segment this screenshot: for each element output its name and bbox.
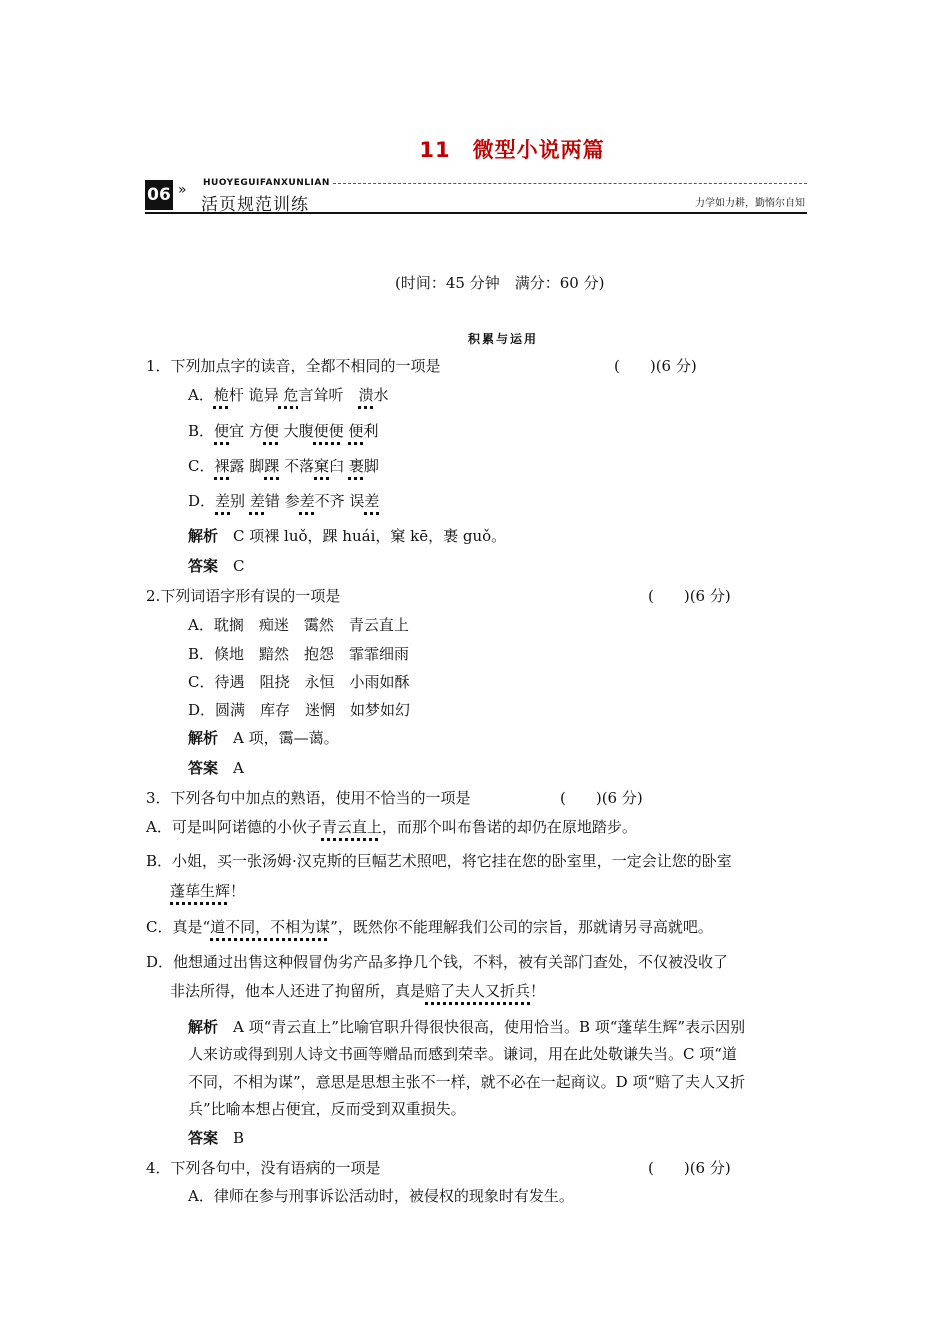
time-score-info: (时间：45 分钟 满分：60 分) [395, 274, 605, 292]
q2-answer: 答案 A [188, 759, 244, 777]
q1-option-d: D．差别 差错 参差不齐 误差 [188, 492, 380, 510]
q3-analysis-line4: 兵”比喻本想占便宜，反而受到双重损失。 [188, 1100, 466, 1118]
q3-answer: 答案 B [188, 1129, 245, 1147]
q1-analysis: 解析 C 项裸 luǒ，踝 huái，窠 kē，裹 guǒ。 [188, 527, 507, 545]
q2-analysis: 解析 A 项，霭—蔼。 [188, 729, 339, 747]
q3-stem: 3．下列各句中加点的熟语，使用不恰当的一项是 [146, 789, 471, 807]
q3-option-a: A．可是叫阿诺德的小伙子青云直上，而那个叫布鲁诺的却仍在原地踏步。 [146, 818, 637, 836]
q1-option-b: B．便宜 方便 大腹便便 便利 [188, 422, 379, 440]
q4-option-a: A．律师在参与刑事诉讼活动时，被侵权的现象时有发生。 [188, 1187, 574, 1205]
q1-answer: 答案 C [188, 557, 245, 575]
section-heading: 积累与运用 [468, 332, 539, 346]
q3-option-d-line2: 非法所得，他本人还进了拘留所，真是赔了夫人又折兵！ [170, 982, 546, 1000]
section-banner [145, 176, 807, 214]
q3-score: ( )(6 分) [560, 789, 643, 807]
q3-analysis-line3: 不同，不相为谋”，意思是思想主张不一样，就不必在一起商议。D 项“赔了夫人又折 [188, 1073, 746, 1091]
q3-option-d-line1: D．他想通过出售这种假冒伪劣产品多挣几个钱，不料，被有关部门查处，不仅被没收了 [146, 953, 729, 971]
q2-option-d: D．圆满 库存 迷惘 如梦如幻 [188, 701, 411, 719]
q2-score: ( )(6 分) [648, 587, 731, 605]
q2-stem: 2.下列词语字形有误的一项是 [146, 587, 341, 605]
page-title: 11 微型小说两篇 [419, 138, 605, 162]
q1-score: ( )(6 分) [614, 357, 697, 375]
q2-option-a: A．耽搁 痴迷 霭然 青云直上 [188, 616, 409, 634]
q2-option-b: B．倏地 黯然 抱怨 霏霏细雨 [188, 645, 410, 663]
q3-option-b-line2: 蓬荜生辉！ [170, 882, 246, 900]
q4-score: ( )(6 分) [648, 1159, 731, 1177]
q3-analysis-line2: 人来访或得到别人诗文书画等赠品而感到荣幸。谦词，用在此处敬谦失当。C 项“道 [188, 1045, 737, 1063]
q3-analysis-line1: 解析 A 项“青云直上”比喻官职升得很快很高，使用恰当。B 项“蓬荜生辉”表示因别 [188, 1018, 746, 1036]
banner-dashed-line [333, 183, 807, 184]
banner-pinyin: HUOYEGUIFANXUNLIAN [203, 178, 330, 188]
q1-option-c: C．裸露 脚踝 不落窠臼 裹脚 [188, 457, 379, 475]
banner-rule [145, 212, 807, 214]
q1-option-a: A．桅杆 诡异 危言耸听 溃水 [188, 386, 389, 404]
banner-motto: 力学如力耕，勤惰尔自知 [695, 198, 805, 209]
q1-stem: 1．下列加点字的读音，全都不相同的一项是 [146, 357, 441, 375]
banner-name: 活页规范训练 [201, 195, 309, 215]
chevron-right-icon: » [178, 182, 187, 198]
q3-option-b-line1: B．小姐，买一张汤姆·汉克斯的巨幅艺术照吧，将它挂在您的卧室里，一定会让您的卧室 [146, 852, 732, 870]
q4-stem: 4．下列各句中，没有语病的一项是 [146, 1159, 381, 1177]
q2-option-c: C．待遇 阻挠 永恒 小雨如酥 [188, 673, 410, 691]
banner-badge: 06 [145, 180, 173, 210]
q3-option-c: C．真是“道不同，不相为谋”，既然你不能理解我们公司的宗旨，那就请另寻高就吧。 [146, 918, 713, 936]
